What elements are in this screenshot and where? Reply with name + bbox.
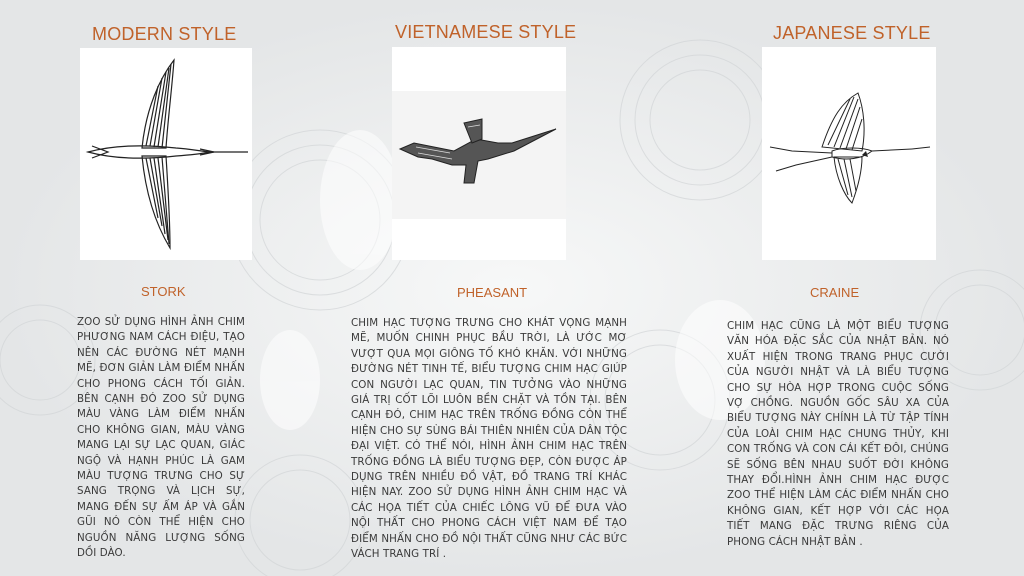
crane-image <box>762 47 936 260</box>
pheasant-icon <box>392 47 566 260</box>
vietnamese-style-description: CHIM HẠC TƯỢNG TRƯNG CHO KHÁT VỌNG MẠNH MẼ, MUỐN CHINH PHỤC BẦU TRỜI, LÀ ƯỚC MƠ VƯỢT QUA MỌI GIÔNG TỐ KHÓ KHĂN. VỚI NHỮNG ĐƯỜNG NÉT TINH TẾ, BIỂU TƯỢNG CHIM HẠC GIÚP CON NGƯỜI LẠC QUAN, TIN TƯỞNG VÀO NHỮNG GIÁ TRỊ CỐT LÕI LUÔN BỀN CHẶT VÀ TỒN TẠI. BÊN CẠNH ĐÓ, CHIM HẠC TRÊN TRỐNG ĐỒNG CÒN THỂ HIỆN CHO SỰ SÙNG BÁI THIÊN NHIÊN CỦA DÂN TỘC ĐẠI VIỆT. CÓ THỂ NÓI, HÌNH ẢNH CHIM HẠC TRÊN TRỐNG ĐỒNG LÀ BIỂU TƯỢNG ĐẸP, CÒN ĐƯỢC ÁP DỤNG TRÊN NHIỀU ĐỒ VẬT, ĐỒ TRANG TRÍ KHÁC HIỆN NAY. ZOO SỬ DỤNG HÌNH ẢNH CHIM HẠC VÀ CÁC HỌA TIẾT CỦA CHIẾC LÔNG VŨ ĐỂ ĐƯA VÀO NỘI THẤT CHO PHONG CÁCH VIỆT NAM ĐỂ TẠO ĐIỂM NHẤN CHO ĐỒ NỘI THẤT CŨNG NHƯ CÁC BỨC VÁCH TRANG TRÍ . <box>351 317 627 561</box>
modern-style-heading: MODERN STYLE <box>92 24 237 44</box>
stork-image <box>80 48 252 260</box>
stork-icon <box>80 48 252 260</box>
pheasant-image <box>392 47 566 260</box>
modern-style-description: ZOO SỬ DỤNG HÌNH ẢNH CHIM PHƯƠNG NAM CÁCH ĐIỆU, TẠO NÊN CÁC ĐƯỜNG NÉT MẠNH MẼ, ĐƠN GIẢN LÀM ĐIỂM NHẤN CHO PHONG CÁCH TỐI GIẢN. BÊN CẠNH ĐÓ ZOO SỬ DỤNG MÀU VÀNG LÀM ĐIỂM NHẤN CHO KHÔNG GIAN, MÀU VÀNG MANG LẠI SỰ LẠC QUAN, GIÁC NGỘ VÀ HẠNH PHÚC LÀ GAM MÀU TƯỢNG TRƯNG CHO SỰ SANG TRỌNG VÀ LỊCH SỰ, MANG ĐẾN SỰ ẤM ÁP VÀ GẮN GŨI NÓ CÒN THỂ HIỆN CHO NGUỒN NĂNG LƯỢNG SỐNG DỒI DÀO. <box>77 316 245 560</box>
stork-label: STORK <box>141 284 186 299</box>
pheasant-label: PHEASANT <box>457 285 528 300</box>
vietnamese-style-heading: VIETNAMESE STYLE <box>395 22 577 42</box>
japanese-style-description: CHIM HẠC CŨNG LÀ MỘT BIỂU TƯỢNG VĂN HÓA ĐẶC SẮC CỦA NHẬT BẢN. NÓ XUẤT HIỆN TRONG TRANG PHỤC CƯỚI CỦA NGƯỜI NHẬT VÀ LÀ BIỂU TƯỢNG CHO SỰ HÒA HỢP TRONG CUỘC SỐNG VỢ CHỒNG. NGUỒN GỐC SÂU XA CỦA BIỂU TƯỢNG NÀY CHÍNH LÀ TỪ TẬP TÍNH CỦA LOÀI CHIM HẠC CHUNG THỦY, KHI CON TRỐNG VÀ CON CÁI KẾT ĐÔI, CHÚNG SẼ SỐNG BÊN NHAU SUỐT ĐỜI KHÔNG THAY ĐỔI.HÌNH ẢNH CHIM HẠC ĐƯỢC ZOO THỂ HIỆN LÀM CÁC ĐIỂM NHẤN CHO KHÔNG GIAN, KẾT HỢP VỚI CÁC HỌA TIẾT MANG ĐẶC TRƯNG RIÊNG CỦA PHONG CÁCH NHẬT BẢN . <box>727 320 949 548</box>
crane-icon <box>762 47 936 260</box>
japanese-style-heading: JAPANESE STYLE <box>773 23 931 43</box>
crane-label: CRAINE <box>810 285 860 300</box>
